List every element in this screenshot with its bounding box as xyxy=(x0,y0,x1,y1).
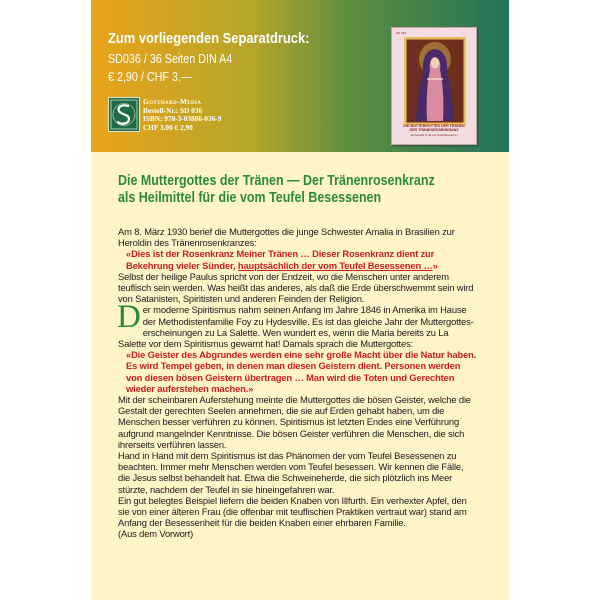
quote-rosary-part1: «Dies ist der Rosenkranz Meiner Tränen … Dieser Rosenkranz dient zur Bekehrung vieler Sünder, xyxy=(126,248,435,271)
quote-rosary-underlined: hauptsächlich der vom Teufel Besessenen … xyxy=(237,259,433,271)
book-cover-title xyxy=(395,124,473,133)
headline-line1: Die Muttergottes der Tränen — Der Tränenrosenkranz xyxy=(118,173,435,189)
article-headline xyxy=(118,173,435,207)
flyer-page xyxy=(91,0,509,600)
paragraph-illfurth: Ein gut belegtes Beispiel liefern die beiden Knaben von Illfurth. Ein verhexter Apfel, den sie von einer älteren Frau (die offenbar mit teuflischen Praktiken vertraut war) stand am Anfang der Besessenheit für die beiden Knaben einer ehrbaren Familie. xyxy=(118,494,467,529)
paragraph-spiritism-text: er moderne Spiritismus nahm seinen Anfang im Jahre 1846 in Amerika im Hause der Methodistenfamilie Foy zu Hydesville. Es ist das gleiche Jahr der Muttergottes-erscheinungen zu La Salette. Wen wundert es, wenn die Maria bereits zu La Salette vor dem Spiritismus gewarnt hat! Damals sprach die Muttergottes: xyxy=(118,304,474,350)
isbn: ISBN: 978-3-03886-036-9 xyxy=(143,114,222,123)
quote-rosary xyxy=(118,248,477,270)
book-cover-image xyxy=(391,27,477,145)
madonna-picture xyxy=(404,37,466,125)
publisher-name: Gotthard-Media xyxy=(143,97,202,106)
headline-line2: als Heilmittel für die vom Teufel Besessenen xyxy=(118,190,382,206)
paragraph-resurrection: Mit der scheinbaren Auferstehung meinte die Muttergottes die bösen Geister, welche die Gestalt der gerechten Seelen annehmen, die sie auf Erden gehabt haben, um die Menschen besser verführen zu können. Spiritismus ist letzten Endes eine Verführung aufgrund mangelnder Kenntnisse. Die bösen Geister verführen die Menschen, die sich ihrerseits verführen lassen. xyxy=(118,394,471,450)
publisher-price: CHF 3.00 € 2,90 xyxy=(143,122,193,132)
banner-title: Zum vorliegenden Separatdruck: xyxy=(108,30,310,47)
source-note: (Aus dem Vorwort) xyxy=(118,528,194,540)
book-cover-header: SD 036 xyxy=(396,31,407,35)
quote-la-salette: «Die Geister des Abgrundes werden eine sehr große Macht über die Natur haben. Es wird Tempel geben, in denen man diesen Geistern dient. Personen werden von diesen bösen Geistern übertragen … Man wird die Toten und Gerechten wieder auferstehen machen.» xyxy=(126,349,477,394)
product-price: € 2,90 / CHF 3.— xyxy=(108,70,192,84)
book-cover-subtitle: als Heilmittel für die vom Teufel Besessenen xyxy=(410,134,458,137)
publisher-info xyxy=(143,98,221,132)
paragraph-spiritism xyxy=(117,299,477,350)
book-cover-title-line2: DER TRÄNENROSENKRANZ xyxy=(409,128,459,133)
paragraph-intro: Am 8. März 1930 berief die Muttergottes die junge Schwester Amalia in Brasilien zur Heroldin des Tränenrosenkranzes: xyxy=(118,226,455,249)
product-code: SD036 / 36 Seiten DIN A4 xyxy=(108,52,233,66)
order-number: Bestell-Nr.: SD 036 xyxy=(143,105,203,115)
book-cover-title-line1: DIE MUTTERGOTTES DER TRÄNEN xyxy=(403,124,465,128)
publisher-logo-icon xyxy=(108,97,140,132)
dropcap-letter: D xyxy=(117,299,141,336)
paragraph-possession: Hand in Hand mit dem Spiritismus ist das Phänomen der vom Teufel Besessenen zu beachten. Immer mehr Menschen werden vom Teufel besessen. Wir kennen die Fälle, die Jesus selbst behandelt hat. Etwa die Schweineherde, die sich plötzlich ins Meer stürzte, nachdem der Teufel in sie hineingefahren war. xyxy=(118,450,464,495)
paragraph-paulus: Selbst der heilige Paulus spricht von der Endzeit, wo die Menschen unter anderem teuflisch sein werden. Was heißt das anderes, als daß die Erde überschwemmt sein wird von Satanisten, Spiritisten und anderen Feinden der Religion. xyxy=(118,270,474,305)
article-body xyxy=(118,226,477,540)
quote-rosary-end: » xyxy=(432,259,438,271)
